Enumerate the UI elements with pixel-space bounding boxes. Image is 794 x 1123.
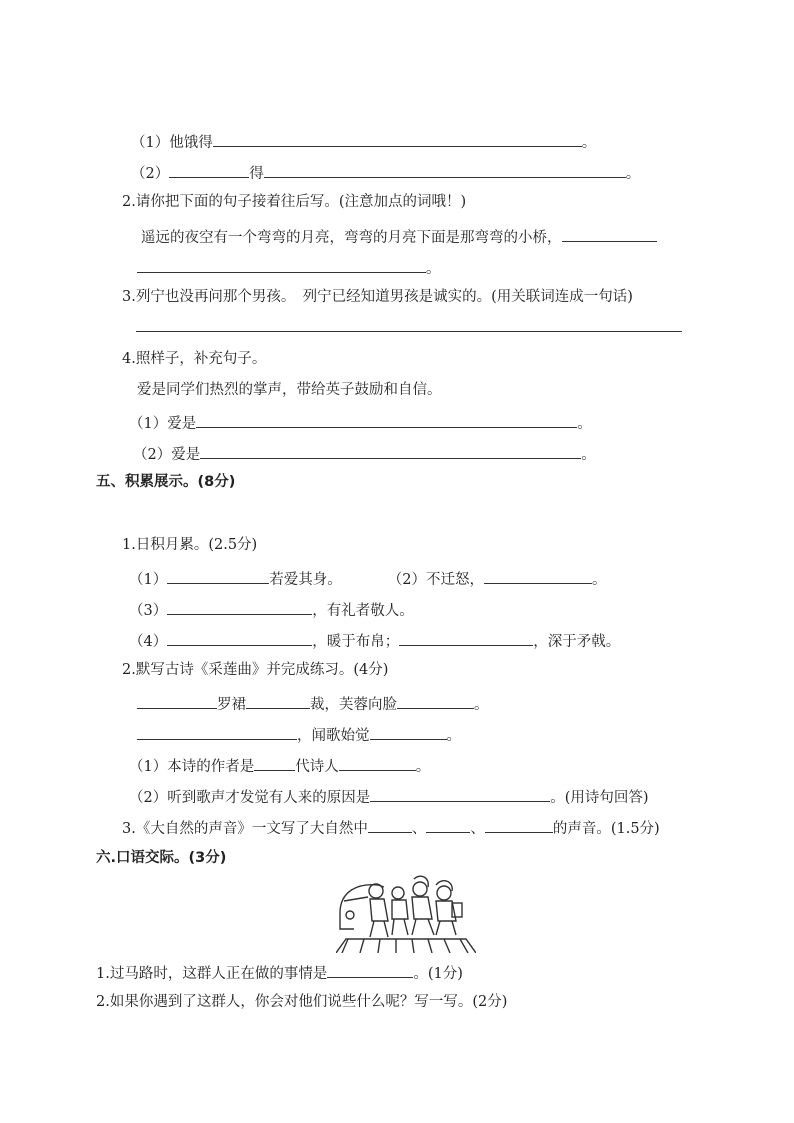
s5-q3: 3.《大自然的声音》一文写了大自然中 、 、 的声音。(1.5分): [122, 816, 660, 839]
answer-blank[interactable]: [368, 816, 412, 833]
poem-line1: 罗裙 裁，芙蓉向脸 。: [137, 692, 489, 715]
answer-blank[interactable]: [254, 754, 295, 771]
q2-sentence: 遥远的夜空有一个弯弯的月亮，弯弯的月亮下面是那弯弯的小桥，: [141, 225, 657, 248]
answer-blank[interactable]: [200, 442, 581, 459]
section5-heading: 五、积累展示。(8分): [96, 474, 236, 490]
answer-blank[interactable]: [167, 598, 312, 615]
q2-continuation: 。: [137, 256, 441, 279]
crosswalk-illustration: [336, 873, 476, 953]
answer-blank[interactable]: [196, 411, 577, 428]
answer-blank[interactable]: [327, 961, 413, 978]
answer-blank[interactable]: [397, 692, 474, 709]
answer-blank[interactable]: [264, 161, 626, 178]
s5-q1-title: 1.日积月累。(2.5分): [122, 537, 258, 553]
q4-example: 爱是同学们热烈的掌声，带给英子鼓励和自信。: [137, 382, 442, 398]
q2-title: 2.请你把下面的句子接着往后写。(注意加点的词哦！): [122, 194, 467, 210]
answer-line[interactable]: [136, 331, 682, 332]
answer-blank[interactable]: [137, 256, 426, 273]
answer-blank[interactable]: [137, 692, 217, 709]
answer-blank[interactable]: [426, 816, 470, 833]
section6-heading: 六.口语交际。(3分): [96, 850, 227, 866]
answer-blank[interactable]: [485, 816, 553, 833]
answer-blank[interactable]: [339, 754, 416, 771]
s6-q1: 1.过马路时，这群人正在做的事情是 。(1分): [96, 961, 463, 984]
answer-blank[interactable]: [213, 130, 582, 147]
s5-sub2: （2）听到歌声才发觉有人来的原因是 。(用诗句回答): [129, 785, 649, 808]
q4-title: 4.照样子，补充句子。: [122, 351, 267, 367]
answer-blank[interactable]: [562, 225, 657, 242]
s5-row1: （1） 若爱其身。 （2）不迁怒， 。: [129, 567, 606, 590]
answer-blank[interactable]: [137, 723, 297, 740]
poem-line2: ，闻歌始觉 。: [137, 723, 461, 746]
answer-blank[interactable]: [246, 692, 310, 709]
q4-item1: （1）爱是 。: [129, 411, 592, 434]
answer-blank[interactable]: [484, 567, 592, 584]
q4-item2: （2）爱是 。: [133, 442, 596, 465]
s5-sub1: （1）本诗的作者是 代诗人 。: [129, 754, 430, 777]
q3-title: 3.列宁也没再问那个男孩。 列宁已经知道男孩是诚实的。(用关联词连成一句话): [122, 289, 633, 305]
s5-q2-title: 2.默写古诗《采莲曲》并完成练习。(4分): [122, 662, 389, 678]
q1-item1: （1）他饿得 。: [131, 130, 596, 153]
s5-row2: （3） ，有礼者敬人。: [129, 598, 414, 621]
answer-blank[interactable]: [370, 785, 550, 802]
answer-blank[interactable]: [370, 723, 447, 740]
q1-item2: （2） 得 。: [131, 161, 640, 184]
s5-row3: （4） ，暖于布帛； ，深于矛戟。: [129, 629, 620, 652]
answer-blank[interactable]: [399, 629, 533, 646]
answer-blank[interactable]: [167, 629, 312, 646]
s6-q2: 2.如果你遇到了这群人，你会对他们说些什么呢？写一写。(2分): [96, 994, 508, 1010]
answer-blank[interactable]: [167, 567, 269, 584]
answer-blank[interactable]: [169, 161, 249, 178]
